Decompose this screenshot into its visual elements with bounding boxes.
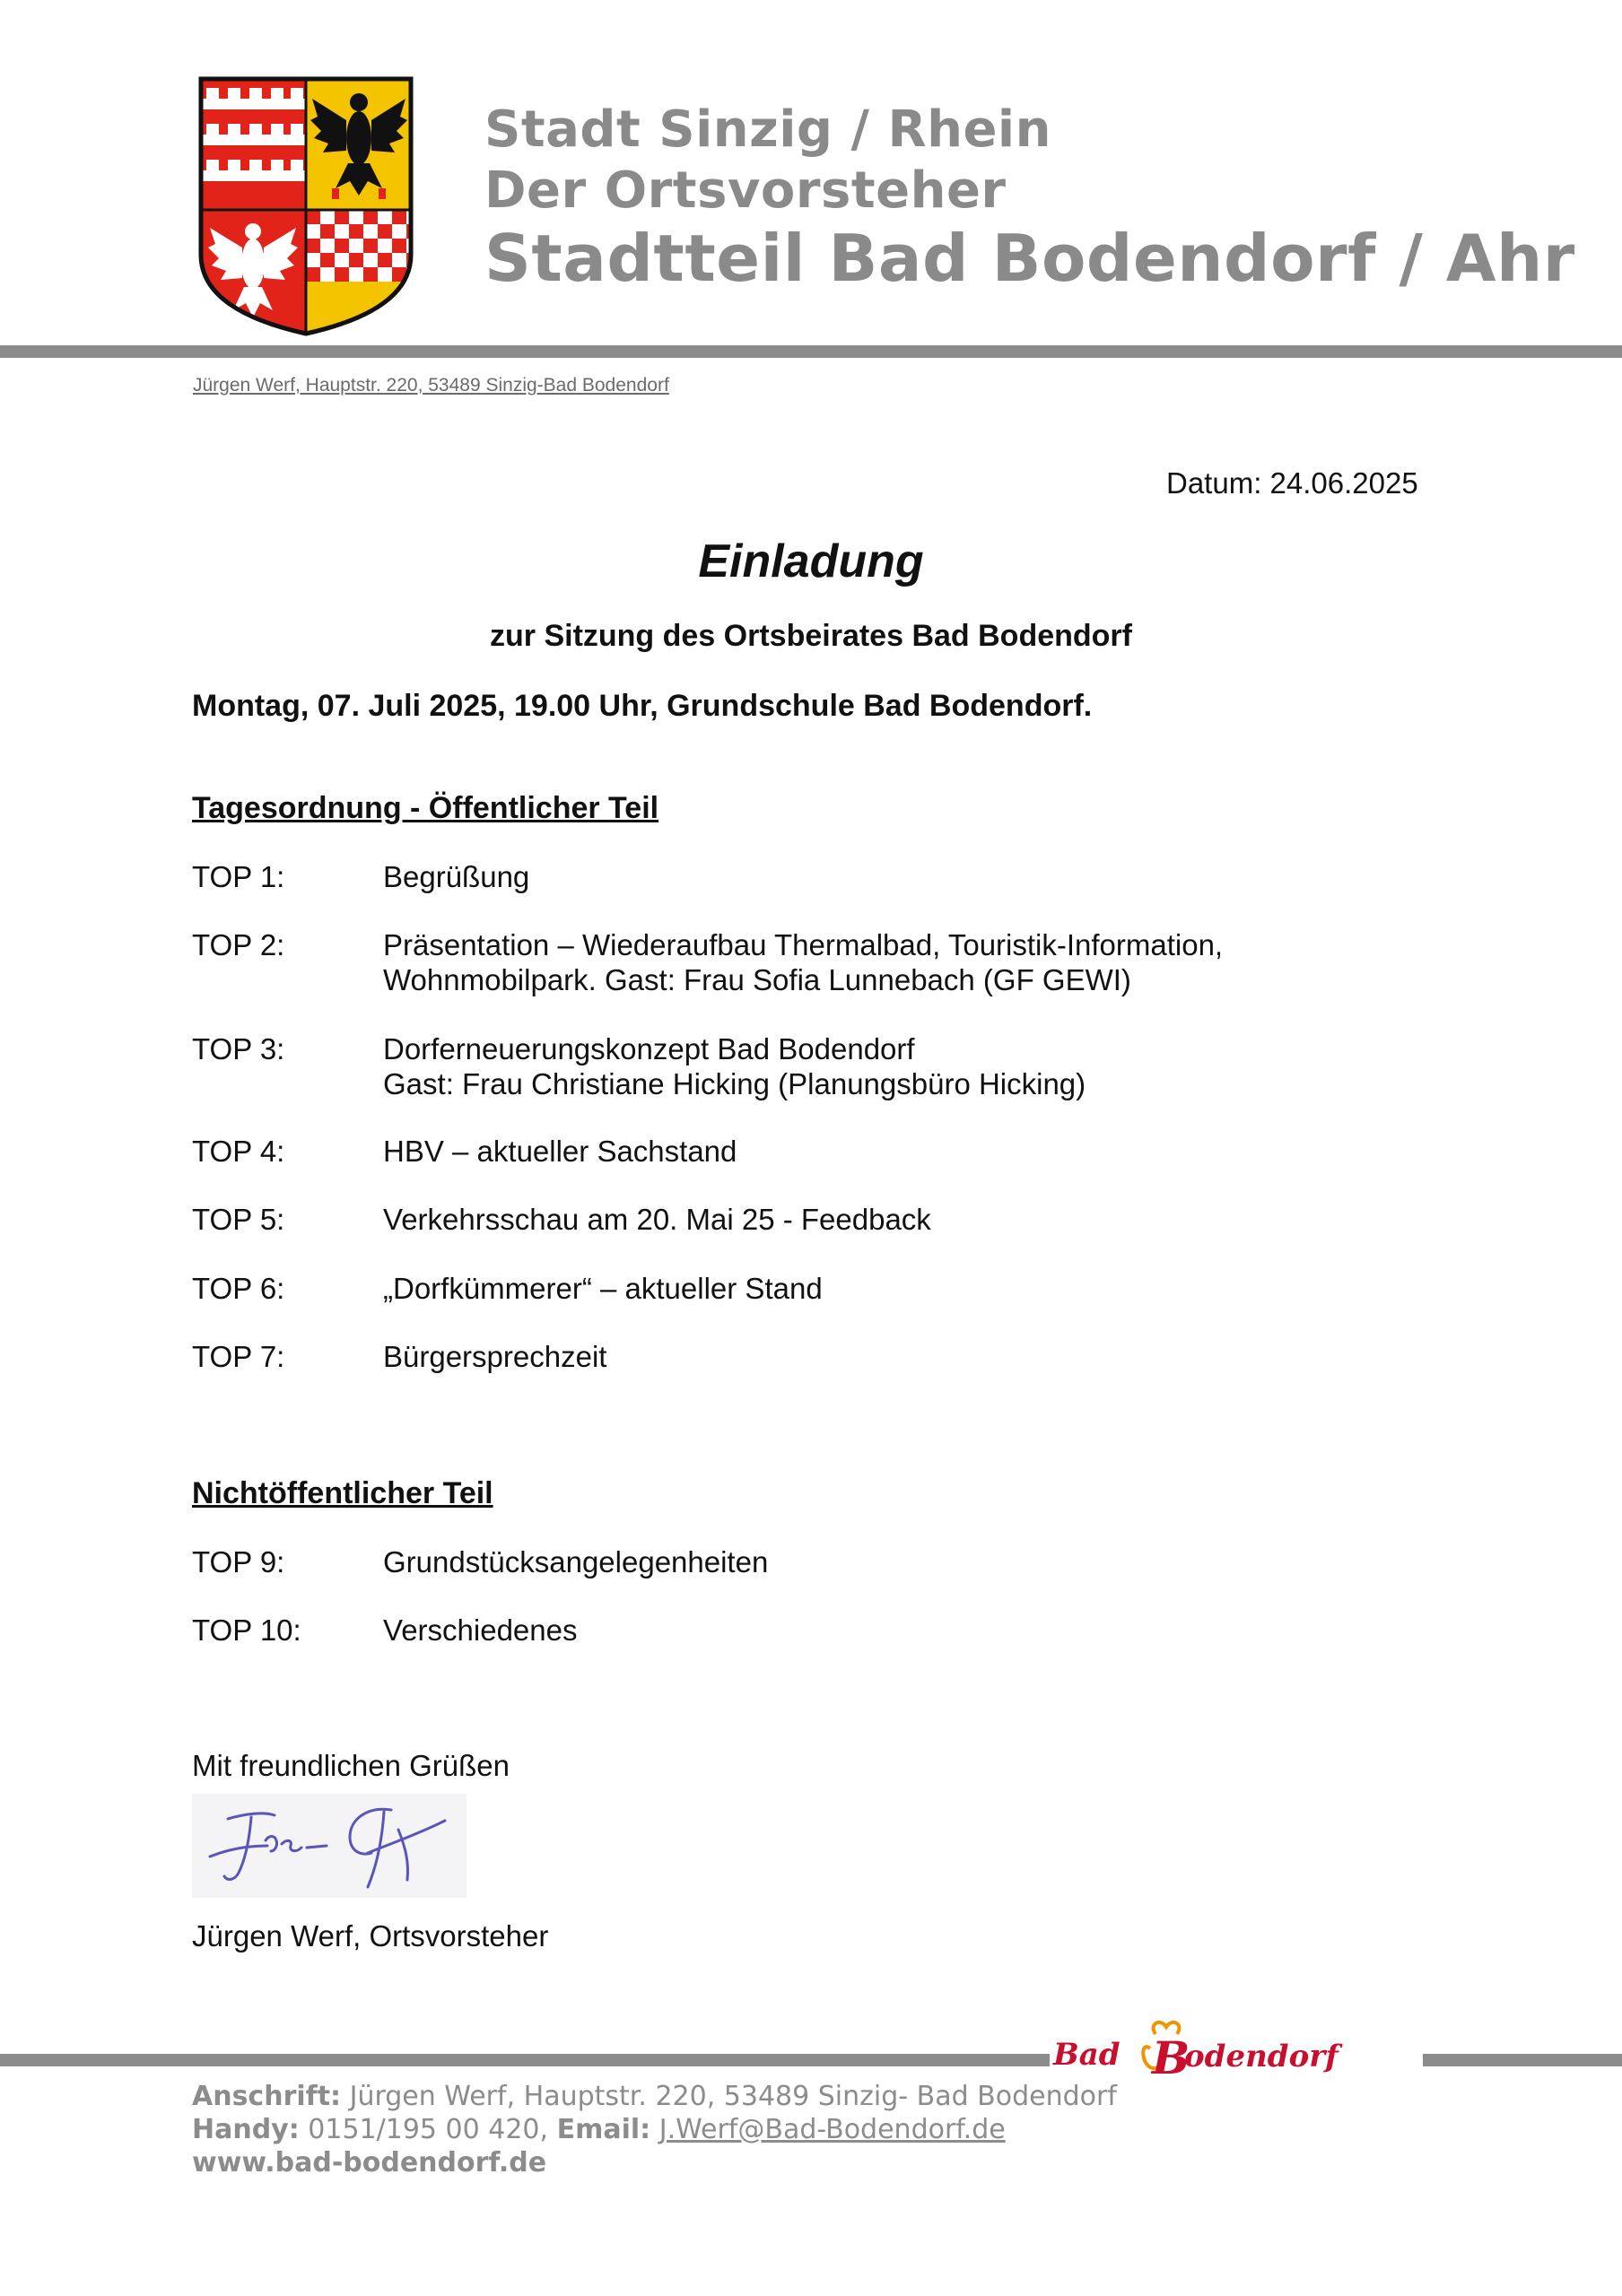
agenda-description — [383, 1613, 577, 1648]
email-link[interactable]: J.Werf@Bad-Bodendorf.de — [658, 2114, 1006, 2145]
website-link[interactable]: www.bad-bodendorf.de — [192, 2147, 547, 2179]
document-date: Datum: 24.06.2025 — [1166, 466, 1418, 500]
agenda-number: TOP 5: — [192, 1203, 285, 1236]
agenda-line: Präsentation – Wiederaufbau Thermalbad, Touristik-Information, — [383, 928, 1224, 961]
agenda-number: TOP 3: — [192, 1032, 285, 1065]
agenda-description — [383, 1544, 768, 1579]
agenda-line: Verkehrsschau am 20. Mai 25 - Feedback — [383, 1203, 931, 1236]
agenda-description — [383, 1031, 1086, 1101]
meeting-details: Montag, 07. Juli 2025, 19.00 Uhr, Grundschule Bad Bodendorf. — [192, 689, 1093, 723]
agenda-line: „Dorfkümmerer“ – aktueller Stand — [383, 1272, 823, 1305]
agenda-line: HBV – aktueller Sachstand — [383, 1135, 737, 1168]
coat-of-arms-logo — [197, 75, 414, 337]
sender-address: Jürgen Werf, Hauptstr. 220, 53489 Sinzig-Bad Bodendorf — [193, 375, 669, 396]
agenda-description — [383, 927, 1223, 997]
header-divider — [0, 345, 1622, 358]
svg-text:B: B — [1152, 2031, 1190, 2084]
document-subtitle: zur Sitzung des Ortsbeirates Bad Bodendorf — [490, 619, 1132, 653]
agenda-line: Grundstücksangelegenheiten — [383, 1545, 769, 1578]
letterhead-city: Stadt Sinzig / Rhein — [484, 100, 1051, 159]
agenda-line: Wohnmobilpark. Gast: Frau Sofia Lunnebach (GF GEWI) — [383, 963, 1131, 996]
address-value: Jürgen Werf, Hauptstr. 220, 53489 Sinzig- Bad Bodendorf — [349, 2081, 1117, 2112]
agenda-line: Dorferneuerungskonzept Bad Bodendorf — [383, 1032, 915, 1065]
agenda-number: TOP 10: — [192, 1613, 301, 1647]
footer-address — [192, 2081, 1117, 2112]
public-agenda-heading: Tagesordnung - Öffentlicher Teil — [192, 791, 659, 825]
private-agenda-heading: Nichtöffentlicher Teil — [192, 1476, 493, 1510]
signer-name: Jürgen Werf, Ortsvorsteher — [192, 1919, 549, 1952]
handwritten-signature — [192, 1794, 467, 1898]
address-label: Anschrift: — [192, 2081, 342, 2112]
agenda-number: TOP 1: — [192, 860, 285, 893]
footer-contact — [192, 2114, 1006, 2145]
closing-greeting: Mit freundlichen Grüßen — [192, 1749, 510, 1782]
agenda-line: Gast: Frau Christiane Hicking (Planungsbüro Hicking) — [383, 1067, 1086, 1100]
agenda-description — [383, 1339, 606, 1374]
agenda-line: Verschiedenes — [383, 1613, 578, 1647]
agenda-description — [383, 859, 529, 894]
document-title: Einladung — [698, 535, 924, 587]
agenda-line: Begrüßung — [383, 860, 530, 893]
phone-value: 0151/195 00 420, — [308, 2114, 549, 2145]
email-label: Email: — [556, 2114, 651, 2145]
agenda-description — [383, 1202, 931, 1237]
phone-label: Handy: — [192, 2114, 300, 2145]
svg-text:Bad: Bad — [1053, 2037, 1121, 2073]
svg-text:odendorf: odendorf — [1184, 2039, 1339, 2074]
agenda-number: TOP 9: — [192, 1545, 285, 1578]
agenda-number: TOP 2: — [192, 928, 285, 961]
letterhead-district: Stadtteil Bad Bodendorf / Ahr — [484, 221, 1575, 296]
agenda-line: Bürgersprechzeit — [383, 1340, 607, 1373]
agenda-description — [383, 1134, 737, 1169]
agenda-number: TOP 4: — [192, 1135, 285, 1168]
agenda-number: TOP 7: — [192, 1340, 285, 1373]
letterhead-office: Der Ortsvorsteher — [484, 161, 1007, 220]
bad-bodendorf-logo — [1050, 2013, 1423, 2088]
agenda-description — [383, 1271, 823, 1306]
agenda-number: TOP 6: — [192, 1272, 285, 1305]
